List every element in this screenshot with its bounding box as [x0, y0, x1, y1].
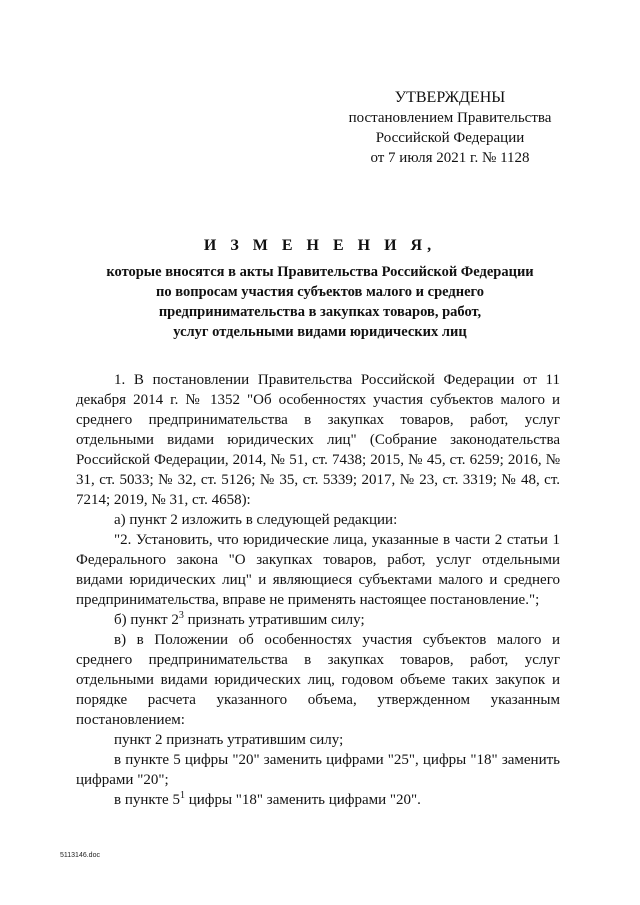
approved-title: УТВЕРЖДЕНЫ	[394, 89, 506, 106]
heading-subtitle-1: которые вносятся в акты Правительства Российской Федерации	[106, 264, 534, 280]
paragraph-v: в) в Положении об особенностях участия субъектов малого и среднего предпринимательства в закупках товаров, работ, услуг отдельными видами юридических лиц, годовом объеме таких закупок и порядке расчета указанного объема, утвержденном указанным постановлением:	[76, 632, 560, 728]
approved-line-3: от 7 июля 2021 г. № 1128	[370, 150, 530, 166]
document-body	[76, 370, 560, 810]
paragraph-item-2: пункт 2 признать утратившим силу;	[114, 732, 344, 748]
paragraph-b	[76, 610, 560, 630]
heading-subtitle-4: услуг отдельными видами юридических лиц	[173, 324, 467, 340]
paragraph-item-5-1-text-2: цифры "18" заменить цифрами "20".	[184, 792, 421, 808]
paragraph-1: 1. В постановлении Правительства Российской Федерации от 11 декабря 2014 г. № 1352 "Об особенностях участия субъектов малого и среднего предпринимательства в закупках товаров, работ, услуг отдельными видами юридических лиц" (Собрание законодательства Российской Федерации, 2014, № 51, ст. 7438; 2015, № 45, ст. 6259; 2016, № 31, ст. 5033; № 32, ст. 5126; № 35, ст. 5339; 2017, № 23, ст. 3319; № 48, ст. 7214; 2019, № 31, ст. 4658):	[76, 372, 560, 508]
approval-block	[330, 88, 570, 168]
document-heading	[60, 236, 580, 342]
paragraph-item-5: в пункте 5 цифры "20" заменить цифрами "25", цифры "18" заменить цифрами "20";	[76, 752, 560, 788]
heading-title: И З М Е Н Е Н И Я,	[203, 237, 437, 254]
paragraph-b-text-2: признать утратившим силу;	[183, 612, 365, 628]
paragraph-item-5-1-superscript: 1	[179, 790, 185, 801]
paragraph-a: а) пункт 2 изложить в следующей редакции:	[114, 512, 398, 528]
approved-line-2: Российской Федерации	[375, 130, 525, 146]
paragraph-b-text-1: б) пункт 2	[114, 612, 179, 628]
paragraph-quote: "2. Установить, что юридические лица, указанные в части 2 статьи 1 Федерального закона "О закупках товаров, работ, услуг отдельными видами юридических лиц" и являющиеся субъектами малого и среднего предпринимательства, вправе не применять настоящее постановление.";	[76, 532, 560, 608]
paragraph-item-5-1-text-1: в пункте 5	[114, 792, 180, 808]
heading-subtitle-2: по вопросам участия субъектов малого и среднего	[156, 284, 484, 300]
heading-subtitle-3: предпринимательства в закупках товаров, работ,	[158, 304, 482, 320]
document-file-id: 5113146.doc	[60, 852, 100, 859]
approved-line-1: постановлением Правительства	[348, 110, 552, 126]
paragraph-item-5-1	[76, 790, 560, 810]
paragraph-b-superscript: 3	[178, 610, 184, 621]
